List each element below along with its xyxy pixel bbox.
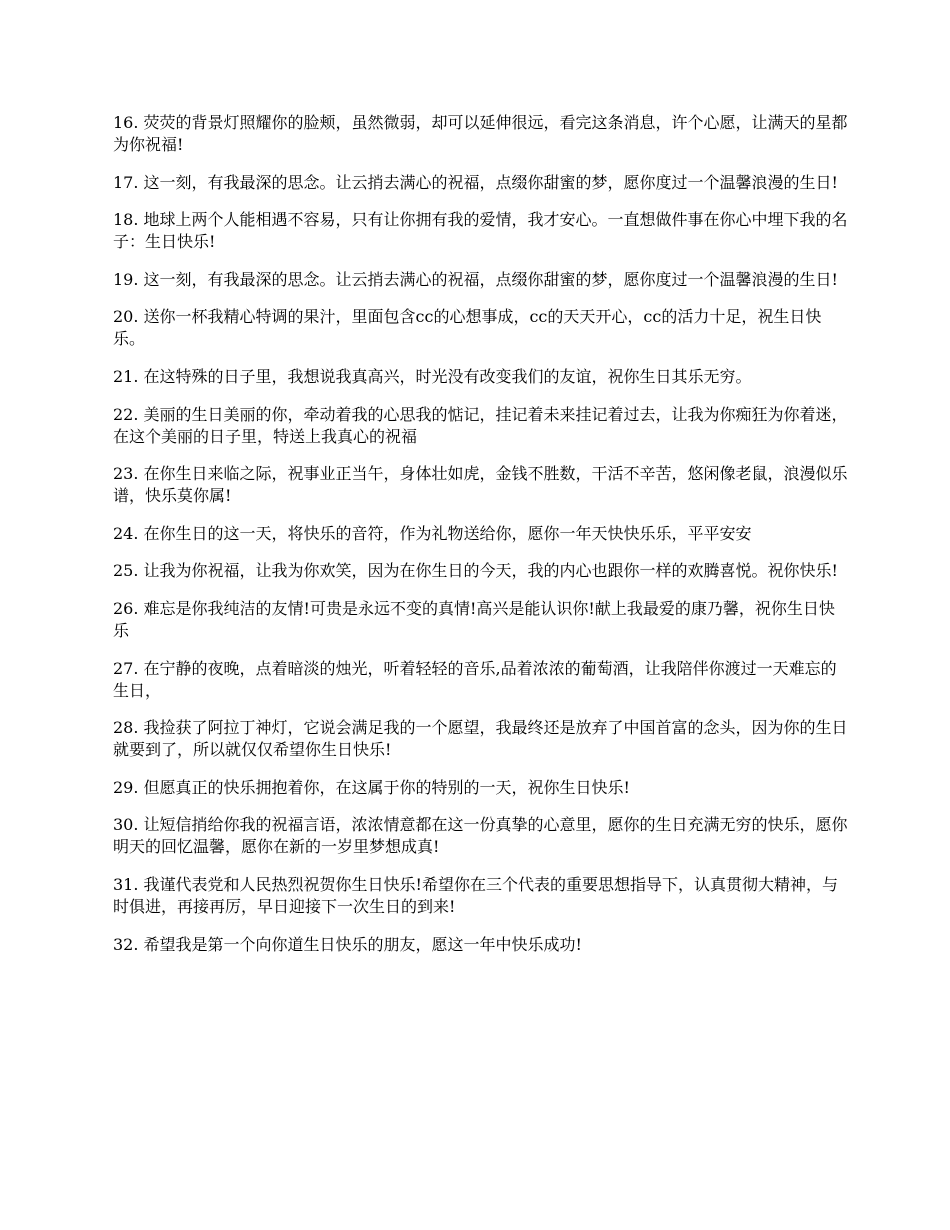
item-number: 22. (113, 404, 139, 424)
item-number: 31. (113, 874, 139, 894)
list-item (113, 172, 848, 194)
list-item (113, 463, 848, 507)
item-number: 19. (113, 269, 139, 289)
item-text: 在你生日的这一天，将快乐的音符，作为礼物送给你，愿你一年天快快乐乐，平平安安 (143, 523, 752, 543)
item-text: 在这特殊的日子里，我想说我真高兴，时光没有改变我们的友谊，祝你生日其乐无穷。 (143, 366, 752, 386)
item-number: 23. (113, 464, 139, 484)
item-text: 送你一杯我精心特调的果汁，里面包含cc的心想事成，cc的天天开心，cc的活力十足，祝生日快乐。 (113, 307, 822, 349)
item-text: 让短信捎给你我的祝福言语，浓浓情意都在这一份真挚的心意里，愿你的生日充满无穷的快乐，愿你明天的回忆温馨，愿你在新的一岁里梦想成真! (113, 815, 848, 857)
list-item (113, 560, 848, 582)
list-item (113, 404, 848, 448)
item-text: 我捡获了阿拉丁神灯，它说会满足我的一个愿望，我最终还是放弃了中国首富的念头，因为你的生日就要到了，所以就仅仅希望你生日快乐! (113, 718, 848, 760)
item-number: 26. (113, 598, 139, 618)
item-number: 27. (113, 658, 139, 678)
item-number: 18. (113, 210, 139, 230)
list-item (113, 934, 848, 956)
item-text: 地球上两个人能相遇不容易，只有让你拥有我的爱情，我才安心。一直想做件事在你心中埋下我的名子：生日快乐! (113, 210, 848, 252)
item-number: 20. (113, 307, 139, 327)
item-number: 29. (113, 777, 139, 797)
item-text: 让我为你祝福，让我为你欢笑，因为在你生日的今天，我的内心也跟你一样的欢腾喜悦。祝你快乐! (143, 561, 838, 581)
list-item (113, 523, 848, 545)
list-item (113, 112, 848, 156)
item-number: 30. (113, 815, 139, 835)
list-item (113, 209, 848, 253)
list-item (113, 306, 848, 350)
item-number: 28. (113, 718, 139, 738)
item-text: 希望我是第一个向你道生日快乐的朋友，愿这一年中快乐成功! (143, 934, 582, 954)
list-item (113, 366, 848, 388)
item-text: 我谨代表党和人民热烈祝贺你生日快乐!希望你在三个代表的重要思想指导下，认真贯彻大精神，与时俱进，再接再厉，早日迎接下一次生日的到来! (113, 874, 838, 916)
list-item (113, 598, 848, 642)
item-text: 在你生日来临之际，祝事业正当午，身体壮如虎，金钱不胜数，干活不辛苦，悠闲像老鼠，浪漫似乐谱，快乐莫你属! (113, 464, 848, 506)
list-item (113, 269, 848, 291)
item-text: 但愿真正的快乐拥抱着你，在这属于你的特别的一天，祝你生日快乐! (143, 777, 630, 797)
document-body (113, 112, 848, 971)
item-number: 24. (113, 523, 139, 543)
item-text: 在宁静的夜晚，点着暗淡的烛光，听着轻轻的音乐,品着浓浓的葡萄酒，让我陪伴你渡过一天难忘的生日， (113, 658, 837, 700)
item-text: 这一刻，有我最深的思念。让云捎去满心的祝福，点缀你甜蜜的梦，愿你度过一个温馨浪漫的生日! (143, 172, 838, 192)
list-item (113, 717, 848, 761)
list-item (113, 777, 848, 799)
item-number: 25. (113, 561, 139, 581)
item-text: 这一刻，有我最深的思念。让云捎去满心的祝福，点缀你甜蜜的梦，愿你度过一个温馨浪漫的生日! (143, 269, 838, 289)
item-number: 16. (113, 113, 139, 132)
list-item (113, 814, 848, 858)
item-number: 17. (113, 172, 139, 192)
item-number: 32. (113, 934, 139, 954)
item-text: 美丽的生日美丽的你，牵动着我的心思我的惦记，挂记着未来挂记着过去，让我为你痴狂为你着迷，在这个美丽的日子里，特送上我真心的祝福 (113, 404, 848, 446)
item-text: 难忘是你我纯洁的友情!可贵是永远不变的真情!高兴是能认识你!献上我最爱的康乃馨，祝你生日快乐 (113, 598, 835, 640)
list-item (113, 874, 848, 918)
list-item (113, 658, 848, 702)
item-number: 21. (113, 366, 139, 386)
item-text: 荧荧的背景灯照耀你的脸颊，虽然微弱，却可以延伸很远，看完这条消息，许个心愿，让满天的星都为你祝福! (113, 113, 848, 154)
